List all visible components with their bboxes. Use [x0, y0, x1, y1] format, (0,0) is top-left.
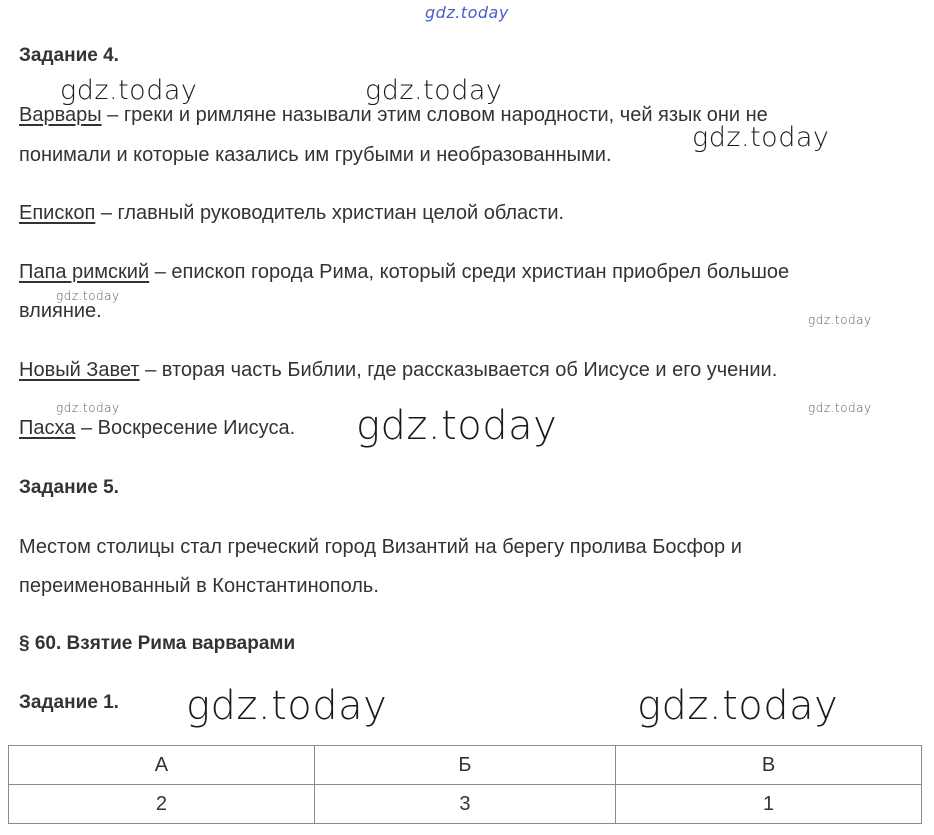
definition-bishop-text: – главный руководитель христиан целой области. [95, 202, 565, 224]
watermark: gdz.today [356, 403, 558, 449]
term-barbarians: Варвары [19, 104, 102, 126]
term-bishop: Епископ [19, 202, 96, 224]
task1-heading: Задание 1. [19, 692, 119, 713]
watermark: gdz.today [808, 313, 872, 327]
definition-barbarians-text: – греки и римляне называли этим словом народности, чей язык они не [101, 104, 768, 126]
term-new-testament: Новый Завет [19, 359, 140, 381]
definition-easter-text: – Воскресение Иисуса. [75, 417, 296, 439]
watermark: gdz.today [637, 683, 839, 729]
answer-table-value-v: 1 [616, 785, 922, 824]
task5-answer-line1: Местом столицы стал греческий город Византий на берегу пролива Босфор и [19, 536, 742, 558]
definition-new-testament [19, 359, 777, 382]
answer-table-header-a: А [9, 746, 315, 785]
definition-new-testament-text: – вторая часть Библии, где рассказывается об Иисусе и его учении. [139, 359, 778, 381]
definition-pope-text: – епископ города Рима, который среди христиан приобрел большое [149, 261, 790, 283]
task5-answer-line2: переименованный в Константинополь. [19, 575, 379, 597]
task4-heading: Задание 4. [19, 45, 119, 66]
watermark: gdz.today [808, 401, 872, 415]
answer-table-value-b: 3 [314, 785, 615, 824]
definition-easter [19, 417, 295, 440]
watermark: gdz.today [56, 289, 120, 303]
answer-table [8, 745, 922, 824]
watermark: gdz.today [365, 75, 503, 106]
answer-table-header-row [9, 746, 922, 785]
answer-table-header-b: Б [314, 746, 615, 785]
definition-pope-line2: влияние. [19, 300, 102, 322]
watermark: gdz.today [60, 75, 198, 106]
watermark: gdz.today [56, 401, 120, 415]
definition-bishop [19, 202, 564, 225]
term-pope: Папа римский [19, 261, 150, 283]
term-easter: Пасха [19, 417, 76, 439]
answer-table-value-row [9, 785, 922, 824]
definition-barbarians-line1 [19, 104, 768, 127]
watermark-top: gdz.today [425, 3, 509, 22]
answer-table-value-a: 2 [9, 785, 315, 824]
watermark: gdz.today [692, 122, 830, 153]
definition-barbarians-line2: понимали и которые казались им грубыми и необразованными. [19, 144, 612, 166]
section60-heading: § 60. Взятие Рима варварами [19, 633, 296, 654]
answer-table-header-v: В [616, 746, 922, 785]
task5-heading: Задание 5. [19, 477, 119, 498]
definition-pope-line1 [19, 261, 789, 284]
watermark: gdz.today [186, 683, 388, 729]
